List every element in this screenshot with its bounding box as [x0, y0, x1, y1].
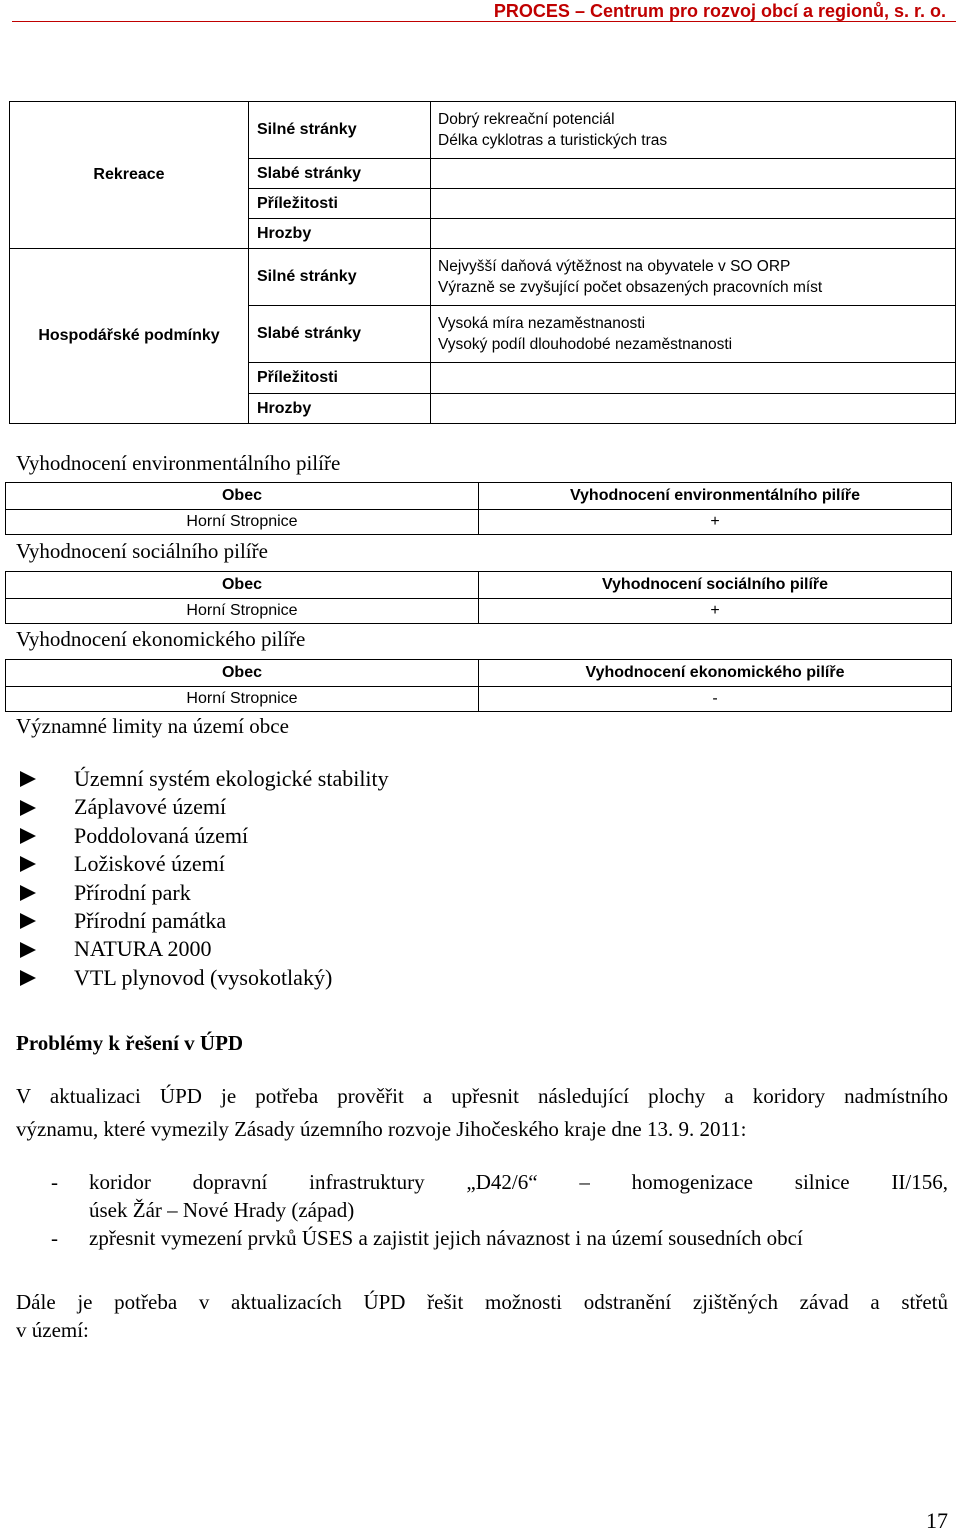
table-environmental: [5, 482, 952, 535]
list-item-text: Ložiskové území: [74, 851, 225, 877]
value-line: Vysoká míra nezaměstnanosti: [438, 315, 646, 332]
list-item-text: VTL plynovod (vysokotlaký): [74, 964, 333, 990]
list-item: [20, 793, 389, 821]
label-hrozby-hospodarske: Hrozby: [249, 394, 431, 424]
list-item-text: Záplavové území: [74, 794, 227, 820]
col-header-obec: Obec: [6, 660, 479, 687]
list-item: [20, 765, 389, 793]
paragraph-line: významu, které vymezily Zásady územního rozvoje Jihočeského kraje dne 13. 9. 2011:: [16, 1117, 747, 1141]
dash-bullet: -: [51, 1170, 58, 1194]
arrow-bullet-icon: [20, 800, 36, 816]
label-silne-hospodarske: Silné stránky: [249, 249, 431, 306]
problems-intro: [16, 1080, 948, 1146]
list-item: [20, 935, 389, 963]
list-item: [20, 822, 389, 850]
swot-table: [9, 101, 956, 424]
list-item-text: Přírodní park: [74, 879, 191, 905]
col-header-evaluation: Vyhodnocení ekonomického pilíře: [479, 660, 952, 687]
cell-evaluation: +: [479, 510, 952, 535]
arrow-bullet-icon: [20, 856, 36, 872]
cell-obec: Horní Stropnice: [6, 687, 479, 712]
cell-obec: Horní Stropnice: [6, 599, 479, 624]
list-item: [20, 879, 389, 907]
arrow-bullet-icon: [20, 970, 36, 986]
heading-limits: Významné limity na území obce: [16, 714, 289, 738]
heading-social: Vyhodnocení sociálního pilíře: [16, 539, 268, 563]
heading-problems: Problémy k řešení v ÚPD: [16, 1031, 244, 1055]
list-item-text: Poddolovaná území: [74, 822, 249, 848]
list-item-text: zpřesnit vymezení prvků ÚSES a zajistit jejich návaznost i na území sousedních obcí: [89, 1226, 803, 1250]
value-silne-hospodarske: [431, 249, 956, 306]
value-line: Vysoký podíl dlouhodobé nezaměstnanosti: [438, 336, 733, 353]
label-prilezitosti-rekreace: Příležitosti: [249, 189, 431, 219]
col-header-evaluation: Vyhodnocení environmentálního pilíře: [479, 483, 952, 510]
list-item-text: koridor dopravní infrastruktury „D42/6“ – homogenizace silnice II/156,: [89, 1170, 948, 1194]
label-prilezitosti-hospodarske: Příležitosti: [249, 363, 431, 394]
problems-outro: [16, 1288, 948, 1344]
list-item: [20, 850, 389, 878]
label-slabe-rekreace: Slabé stránky: [249, 159, 431, 189]
page-number: 17: [926, 1508, 948, 1533]
list-item-text: Územní systém ekologické stability: [74, 766, 389, 791]
value-hrozby-rekreace: [431, 219, 956, 249]
cell-evaluation: -: [479, 687, 952, 712]
label-slabe-hospodarske: Slabé stránky: [249, 306, 431, 363]
list-item-text: NATURA 2000: [74, 936, 212, 962]
list-item-text: úsek Žár – Nové Hrady (západ): [89, 1198, 355, 1222]
dash-bullet: -: [51, 1226, 58, 1250]
value-prilezitosti-hospodarske: [431, 363, 956, 394]
value-line: Délka cyklotras a turistických tras: [438, 132, 668, 149]
list-item: [20, 964, 389, 992]
table-social: [5, 571, 952, 624]
cell-obec: Horní Stropnice: [6, 510, 479, 535]
value-line: Nejvyšší daňová výtěžnost na obyvatele v SO ORP: [438, 258, 791, 275]
problems-list: [51, 1168, 948, 1252]
category-rekreace: Rekreace: [10, 102, 249, 249]
col-header-obec: Obec: [6, 483, 479, 510]
arrow-bullet-icon: [20, 942, 36, 958]
table-economic: [5, 659, 952, 712]
header-rule: [12, 21, 956, 22]
cell-evaluation: +: [479, 599, 952, 624]
page-header: PROCES – Centrum pro rozvoj obcí a regionů, s. r. o.: [493, 1, 946, 21]
label-hrozby-rekreace: Hrozby: [249, 219, 431, 249]
arrow-bullet-icon: [20, 828, 36, 844]
heading-economic: Vyhodnocení ekonomického pilíře: [16, 627, 306, 651]
value-silne-rekreace: [431, 102, 956, 159]
paragraph-line: Dále je potřeba v aktualizacích ÚPD řešit možnosti odstranění zjištěných závad a střetů: [16, 1290, 948, 1314]
paragraph-line: V aktualizaci ÚPD je potřeba prověřit a upřesnit následující plochy a koridory nadmístního: [16, 1084, 948, 1108]
value-prilezitosti-rekreace: [431, 189, 956, 219]
arrow-bullet-icon: [20, 885, 36, 901]
limits-list: [20, 765, 389, 992]
list-item-text: Přírodní památka: [74, 907, 227, 933]
category-hospodarske: Hospodářské podmínky: [10, 249, 249, 424]
label-silne-rekreace: Silné stránky: [249, 102, 431, 159]
value-slabe-hospodarske: [431, 306, 956, 363]
value-hrozby-hospodarske: [431, 394, 956, 424]
col-header-obec: Obec: [6, 572, 479, 599]
value-slabe-rekreace: [431, 159, 956, 189]
value-line: Dobrý rekreační potenciál: [438, 111, 615, 128]
heading-environmental: Vyhodnocení environmentálního pilíře: [16, 451, 341, 475]
list-item: [20, 907, 389, 935]
col-header-evaluation: Vyhodnocení sociálního pilíře: [479, 572, 952, 599]
list-item: [51, 1168, 948, 1224]
list-item: [51, 1224, 948, 1252]
arrow-bullet-icon: [20, 913, 36, 929]
paragraph-line: v území:: [16, 1318, 89, 1342]
value-line: Výrazně se zvyšující počet obsazených pracovních míst: [438, 279, 823, 296]
arrow-bullet-icon: [20, 771, 36, 787]
